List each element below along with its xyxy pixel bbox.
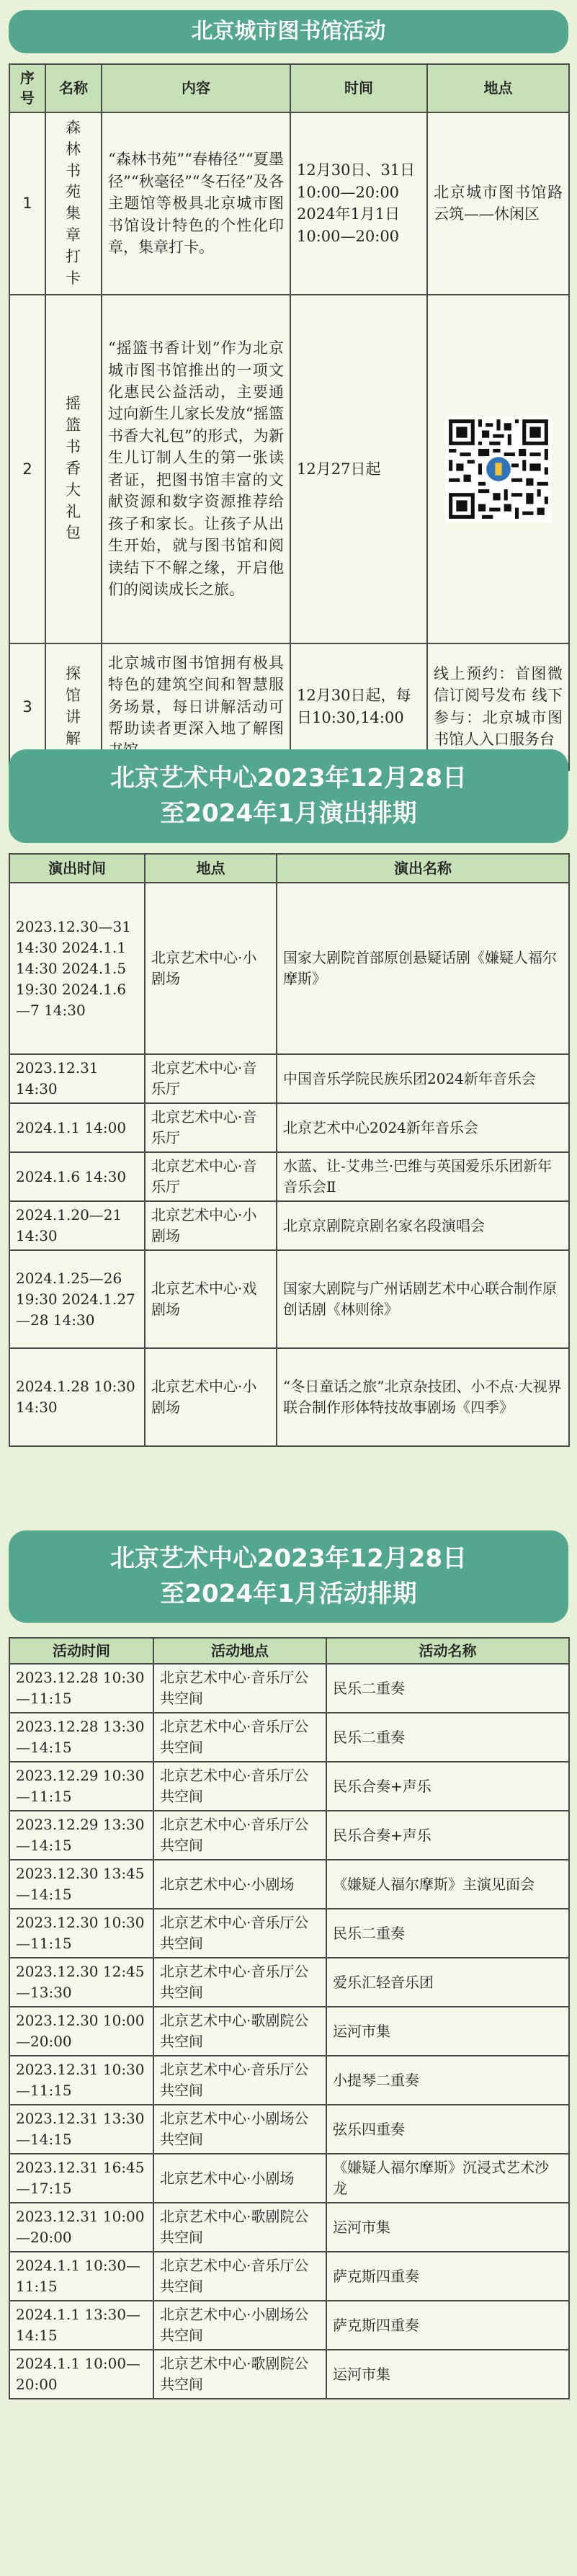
row-place: 北京艺术中心·小剧场公共空间 xyxy=(153,2105,326,2154)
row-time: 2023.12.31 10:30—11:15 xyxy=(9,2056,153,2105)
row-place: 北京艺术中心·音乐厅 xyxy=(145,1054,277,1103)
row-activity: 民乐二重奏 xyxy=(326,1713,569,1762)
row-time: 2023.12.31 13:30—14:15 xyxy=(9,2105,153,2154)
row-no: 2 xyxy=(9,295,45,643)
row-time: 2024.1.1 10:00—20:00 xyxy=(9,2350,153,2399)
row-activity: 小提琴二重奏 xyxy=(326,2056,569,2105)
row-place: 北京艺术中心·音乐厅公共空间 xyxy=(153,1713,326,1762)
performances-title-line1: 北京艺术中心2023年12月28日 xyxy=(109,763,468,793)
row-place: 北京艺术中心·歌剧院公共空间 xyxy=(153,2007,326,2056)
table-row xyxy=(9,1811,569,1860)
table-row xyxy=(9,1958,569,2007)
table-row xyxy=(9,2252,569,2301)
row-time: 2023.12.30—31 14:30 2024.1.1 14:30 2024.1.5 19:30 2024.1.6—7 14:30 xyxy=(9,883,145,1054)
library-section xyxy=(9,10,568,749)
row-activity: 运河市集 xyxy=(326,2203,569,2252)
row-show: 北京艺术中心2024新年音乐会 xyxy=(277,1103,569,1152)
row-activity: 爱乐汇轻音乐团 xyxy=(326,1958,569,2007)
header-time: 活动时间 xyxy=(9,1638,153,1664)
row-place: 北京艺术中心·音乐厅公共空间 xyxy=(153,1762,326,1811)
row-content: “森林书苑”“春椿径”“夏墨径”“秋毫径”“冬石径”及各主题馆等极具北京城市图书馆设计特色的个性化印章，集章打卡。 xyxy=(102,112,290,295)
row-show: 国家大剧院首部原创悬疑话剧《嫌疑人福尔摩斯》 xyxy=(277,883,569,1054)
row-place: 北京艺术中心·歌剧院公共空间 xyxy=(153,2350,326,2399)
row-time: 2024.1.28 10:30 14:30 xyxy=(9,1348,145,1446)
row-show: 国家大剧院与广州话剧艺术中心联合制作原创话剧《林则徐》 xyxy=(277,1250,569,1348)
row-place: 北京艺术中心·音乐厅公共空间 xyxy=(153,1958,326,2007)
table-row xyxy=(9,2203,569,2252)
header-activity: 活动名称 xyxy=(326,1638,569,1664)
qr-code[interactable] xyxy=(445,416,552,522)
row-time: 2023.12.31 16:45—17:15 xyxy=(9,2154,153,2203)
table-row xyxy=(9,2350,569,2399)
row-place: 北京艺术中心·小剧场 xyxy=(145,883,277,1054)
table-row xyxy=(9,883,569,1054)
row-time: 2023.12.30 10:00—20:00 xyxy=(9,2007,153,2056)
header-no: 序号 xyxy=(9,64,45,112)
activities-title-banner xyxy=(9,1530,568,1623)
row-place: 北京城市图书馆路云筑——休闲区 xyxy=(427,112,569,295)
row-place-qr xyxy=(427,295,569,643)
table-row xyxy=(9,1860,569,1909)
header-show: 演出名称 xyxy=(277,854,569,883)
row-place: 北京艺术中心·音乐厅 xyxy=(145,1152,277,1201)
row-activity: 《嫌疑人福尔摩斯》沉浸式艺术沙龙 xyxy=(326,2154,569,2203)
header-place: 地点 xyxy=(145,854,277,883)
header-place: 地点 xyxy=(427,64,569,112)
row-time: 2023.12.28 13:30—14:15 xyxy=(9,1713,153,1762)
row-show: 北京京剧院京剧名家名段演唱会 xyxy=(277,1201,569,1250)
row-place: 北京艺术中心·音乐厅公共空间 xyxy=(153,1909,326,1958)
table-row xyxy=(9,1348,569,1446)
row-show: “冬日童话之旅”北京杂技团、小不点·大视界联合制作形体特技故事剧场《四季》 xyxy=(277,1348,569,1446)
table-row xyxy=(9,2154,569,2203)
library-title-banner xyxy=(9,10,568,53)
table-header-row xyxy=(9,64,569,112)
row-time: 2023.12.30 13:45—14:15 xyxy=(9,1860,153,1909)
row-time: 2024.1.1 14:00 xyxy=(9,1103,145,1152)
table-row xyxy=(9,1250,569,1348)
row-activity: 运河市集 xyxy=(326,2350,569,2399)
table-row xyxy=(9,2301,569,2350)
row-activity: 运河市集 xyxy=(326,2007,569,2056)
row-activity: 弦乐四重奏 xyxy=(326,2105,569,2154)
row-show: 中国音乐学院民族乐团2024新年音乐会 xyxy=(277,1054,569,1103)
table-row xyxy=(9,112,569,295)
library-title: 北京城市图书馆活动 xyxy=(191,19,386,45)
row-activity: 民乐合奏+声乐 xyxy=(326,1762,569,1811)
row-time: 2024.1.25—26 19:30 2024.1.27—28 14:30 xyxy=(9,1250,145,1348)
row-name: 森林书苑集章打卡 xyxy=(45,112,102,295)
activities-title-line1: 北京艺术中心2023年12月28日 xyxy=(109,1543,468,1573)
row-place: 北京艺术中心·音乐厅公共空间 xyxy=(153,2056,326,2105)
row-time: 12月27日起 xyxy=(290,295,427,643)
row-place: 北京艺术中心·小剧场 xyxy=(145,1201,277,1250)
header-name: 名称 xyxy=(45,64,102,112)
activities-section xyxy=(9,1530,568,2568)
row-place: 北京艺术中心·戏剧场 xyxy=(145,1250,277,1348)
activities-table xyxy=(9,1637,570,2399)
row-time: 2024.1.1 13:30—14:15 xyxy=(9,2301,153,2350)
performances-title-line2: 至2024年1月演出排期 xyxy=(160,799,417,828)
row-time: 2023.12.29 10:30—11:15 xyxy=(9,1762,153,1811)
library-table xyxy=(9,63,570,771)
performances-section xyxy=(9,749,568,1513)
row-place: 北京艺术中心·音乐厅公共空间 xyxy=(153,1811,326,1860)
row-content: 北京城市图书馆拥有极具特色的建筑空间和智慧服务场景，每日讲解活动可帮助读者更深入地了解图 xyxy=(102,643,290,770)
row-place: 北京艺术中心·小剧场 xyxy=(153,1860,326,1909)
row-place: 北京艺术中心·音乐厅 xyxy=(145,1103,277,1152)
table-row xyxy=(9,2056,569,2105)
row-time: 2023.12.30 12:45—13:30 xyxy=(9,1958,153,2007)
table-row xyxy=(9,1054,569,1103)
row-activity: 民乐二重奏 xyxy=(326,1909,569,1958)
row-time: 2024.1.20—21 14:30 xyxy=(9,1201,145,1250)
row-activity: 《嫌疑人福尔摩斯》主演见面会 xyxy=(326,1860,569,1909)
table-row xyxy=(9,1664,569,1713)
row-name: 摇篮书香大礼包 xyxy=(45,295,102,643)
row-activity: 萨克斯四重奏 xyxy=(326,2301,569,2350)
row-time: 12月30日起，每日10:30,14:00 xyxy=(290,643,427,770)
row-content: “摇篮书香计划”作为北京城市图书馆推出的一项文化惠民公益活动，主要通过向新生儿家长发放“摇篮书香大礼包”的形式，为新生儿订制人生的第一张读者证，把图书馆丰富的文献资源和数字资源推荐给孩子和家长。让孩子从出生开始，就与图书馆和阅读结下不解之缘，开启他们的阅读成长之旅。 xyxy=(102,295,290,643)
row-time: 2023.12.28 10:30—11:15 xyxy=(9,1664,153,1713)
header-time: 时间 xyxy=(290,64,427,112)
row-activity: 民乐二重奏 xyxy=(326,1664,569,1713)
table-row xyxy=(9,2105,569,2154)
row-place: 线上预约：首图微信订阅号发布 线下参与：北京城市图书馆人入口服务台 xyxy=(427,643,569,770)
row-time: 2023.12.29 13:30—14:15 xyxy=(9,1811,153,1860)
row-no: 3 xyxy=(9,643,45,770)
row-time: 2023.12.31 10:00—20:00 xyxy=(9,2203,153,2252)
row-place: 北京艺术中心·小剧场公共空间 xyxy=(153,2301,326,2350)
table-header-row xyxy=(9,854,569,883)
activities-title-line2: 至2024年1月活动排期 xyxy=(160,1579,417,1608)
header-content: 内容 xyxy=(102,64,290,112)
table-row xyxy=(9,1201,569,1250)
row-time: 2024.1.1 10:30—11:15 xyxy=(9,2252,153,2301)
table-row xyxy=(9,1713,569,1762)
row-show: 水蓝、让-艾弗兰·巴维与英国爱乐乐团新年音乐会Ⅱ xyxy=(277,1152,569,1201)
row-activity: 萨克斯四重奏 xyxy=(326,2252,569,2301)
table-row xyxy=(9,2007,569,2056)
header-place: 活动地点 xyxy=(153,1638,326,1664)
row-place: 北京艺术中心·小剧场 xyxy=(153,2154,326,2203)
row-time: 2023.12.31 14:30 xyxy=(9,1054,145,1103)
table-row xyxy=(9,1909,569,1958)
header-time: 演出时间 xyxy=(9,854,145,883)
row-place: 北京艺术中心·音乐厅公共空间 xyxy=(153,2252,326,2301)
table-row xyxy=(9,1152,569,1201)
table-row xyxy=(9,1762,569,1811)
row-time: 12月30日、31日 10:00—20:00 2024年1月1日 10:00—20:00 xyxy=(290,112,427,295)
table-header-row xyxy=(9,1638,569,1664)
table-row xyxy=(9,1103,569,1152)
row-time: 2023.12.30 10:30—11:15 xyxy=(9,1909,153,1958)
performances-title-banner xyxy=(9,749,568,843)
row-place: 北京艺术中心·小剧场 xyxy=(145,1348,277,1446)
qr-code-image xyxy=(445,416,552,522)
row-place: 北京艺术中心·歌剧院公共空间 xyxy=(153,2203,326,2252)
row-time: 2024.1.6 14:30 xyxy=(9,1152,145,1201)
table-row xyxy=(9,295,569,643)
performances-table xyxy=(9,853,570,1447)
row-place: 北京艺术中心·音乐厅公共空间 xyxy=(153,1664,326,1713)
row-name: 探馆讲解 xyxy=(45,643,102,770)
row-activity: 民乐合奏+声乐 xyxy=(326,1811,569,1860)
row-no: 1 xyxy=(9,112,45,295)
